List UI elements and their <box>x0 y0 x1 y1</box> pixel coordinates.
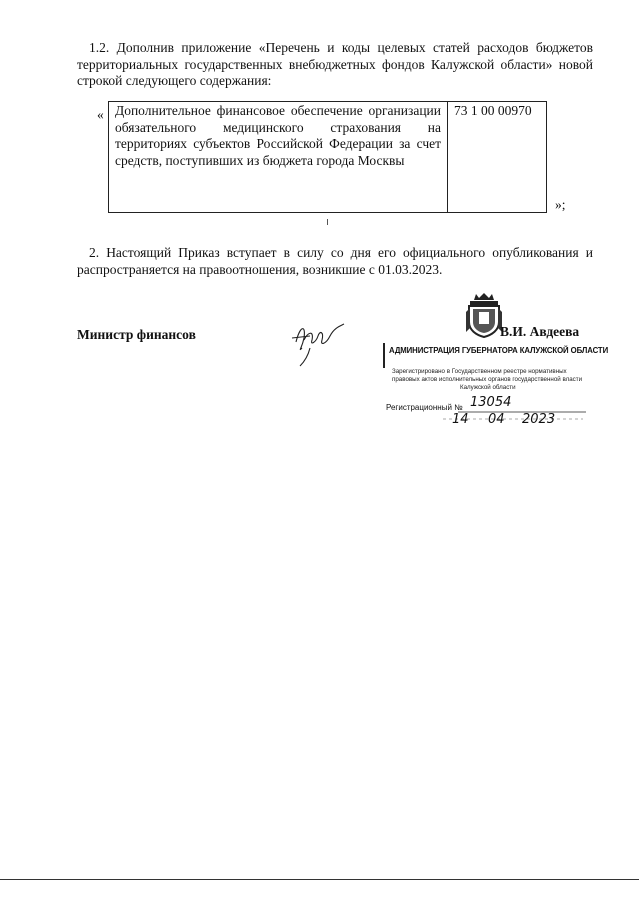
stamp-organization: АДМИНИСТРАЦИЯ ГУБЕРНАТОРА КАЛУЖСКОЙ ОБЛАСТИ <box>389 346 609 355</box>
registration-month: 04 <box>488 412 505 427</box>
page-bottom-edge <box>0 879 639 880</box>
registration-day: 14 <box>452 412 469 427</box>
row-code-cell: 73 1 00 00970 <box>448 102 547 213</box>
stamp-text-line-2: правовых актов исполнительных органов государственной власти <box>392 376 583 383</box>
minister-title: Министр финансов <box>77 327 196 342</box>
minister-name: В.И. Авдеева <box>500 324 580 339</box>
paragraph-2: 2. Настоящий Приказ вступает в силу со дня его официального опубликования и распространяется на правоотношения, возникшие с 01.03.2023. <box>77 245 593 277</box>
paragraph-1-2: 1.2. Дополнив приложение «Перечень и коды целевых статей расходов бюджетов территориальных государственных внебюджетных фондов Калужской области» новой строкой следующего содержания: <box>77 40 593 88</box>
registration-year: 2023 <box>522 412 556 427</box>
row-description-cell: Дополнительное финансовое обеспечение организации обязательного медицинского страхования на территориях субъектов Российской Федерации за счет средств, поступивших из бюджета города Москвы <box>109 102 448 213</box>
registration-number-label: Регистрационный № <box>386 403 463 412</box>
registration-number: 13054 <box>470 395 512 410</box>
handwritten-signature <box>290 318 350 368</box>
inserted-row-table <box>108 101 547 213</box>
page-mark <box>327 219 328 225</box>
stamp-text-line-1: Зарегистрировано в Государственном реестре нормативных <box>392 368 567 375</box>
coat-of-arms-icon <box>466 292 502 338</box>
open-quote: « <box>97 107 104 122</box>
stamp-text-line-3: Калужской области <box>460 384 516 391</box>
close-quote: »; <box>555 197 566 212</box>
